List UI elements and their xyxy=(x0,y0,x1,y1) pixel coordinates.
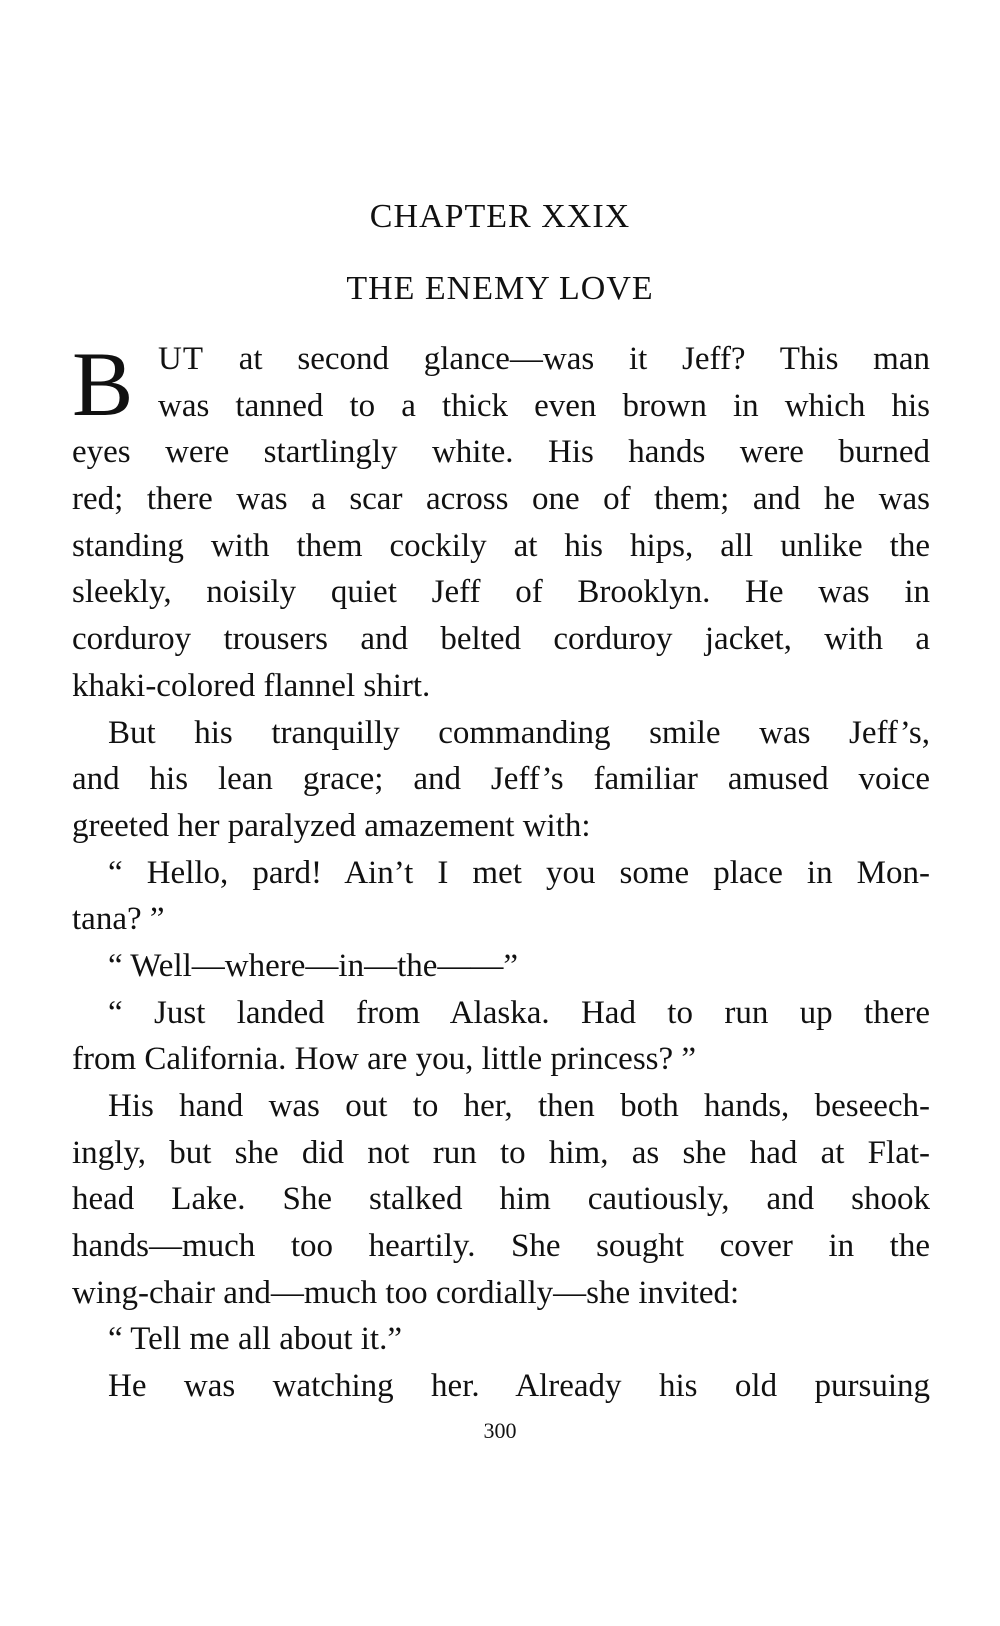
text-line-22: “ Tell me all about it.” xyxy=(108,1321,402,1358)
text-line-2: was tanned to a thick even brown in which his xyxy=(158,387,930,424)
text-line-16: from California. How are you, little princess? ” xyxy=(72,1041,697,1078)
chapter-title: THE ENEMY LOVE xyxy=(346,270,654,307)
drop-cap: B xyxy=(72,333,134,435)
text-line-3: eyes were startlingly white. His hands were burned xyxy=(72,434,930,471)
text-line-12: “ Hello, pard! Ain’t I met you some place in Mon- xyxy=(108,854,930,891)
first-line-text: at second glance—was it Jeff? This man xyxy=(204,341,930,377)
text-line-9: But his tranquilly commanding smile was Jeff’s, xyxy=(108,714,930,751)
first-caps: UT xyxy=(158,341,204,377)
text-line-4: red; there was a scar across one of them; and he was xyxy=(72,481,930,518)
text-line-20: hands—much too heartily. She sought cover in the xyxy=(72,1228,930,1265)
text-line-5: standing with them cockily at his hips, all unlike the xyxy=(72,527,930,564)
text-line-21: wing-chair and—much too cordially—she invited: xyxy=(72,1274,740,1311)
body-text xyxy=(72,333,930,1410)
text-line-15: “ Just landed from Alaska. Had to run up there xyxy=(108,994,930,1031)
chapter-number: CHAPTER XXIX xyxy=(369,198,631,235)
text-line-13: tana? ” xyxy=(72,901,165,938)
page-number: 300 xyxy=(483,1418,517,1443)
text-line-11: greeted her paralyzed amazement with: xyxy=(72,807,591,844)
first-line-content xyxy=(72,341,930,377)
text-line-14: “ Well—where—in—the——” xyxy=(108,947,519,984)
text-line-19: head Lake. She stalked him cautiously, and shook xyxy=(72,1181,930,1218)
text-line-23: He was watching her. Already his old pursuing xyxy=(108,1368,930,1405)
text-line-18: ingly, but she did not run to him, as she had at Flat- xyxy=(72,1134,930,1171)
text-line-17: His hand was out to her, then both hands, beseech- xyxy=(108,1088,930,1124)
text-line-10: and his lean grace; and Jeff’s familiar amused voice xyxy=(72,761,930,798)
text-line-6: sleekly, noisily quiet Jeff of Brooklyn. He was in xyxy=(72,574,930,611)
text-line-7: corduroy trousers and belted corduroy jacket, with a xyxy=(72,621,930,658)
text-line-8: khaki-colored flannel shirt. xyxy=(72,667,431,704)
